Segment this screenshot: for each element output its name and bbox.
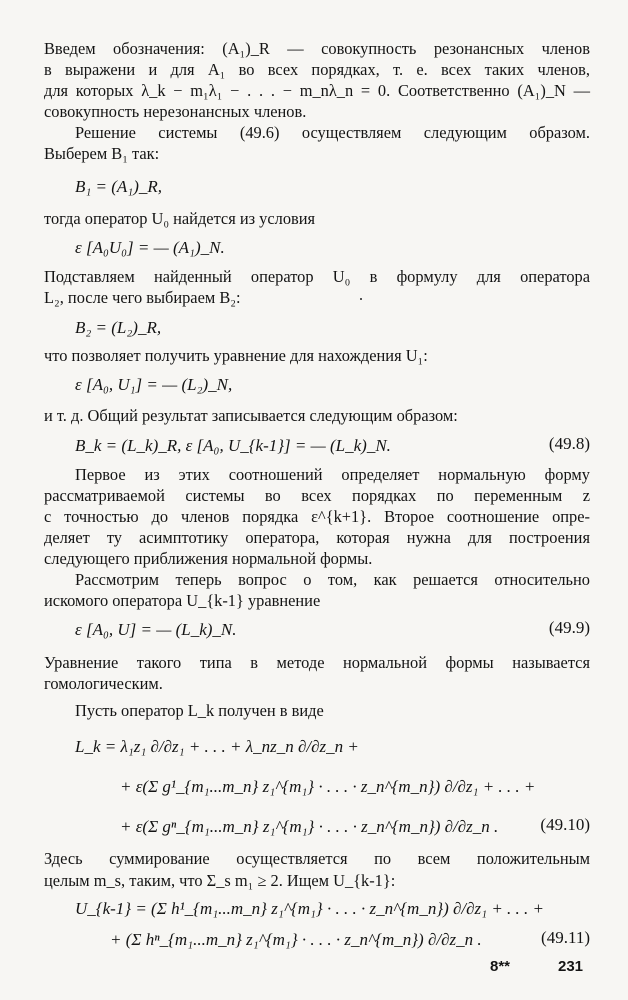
formula-bk: B_k = (L_k)_R, ε [A₀, U_{k-1}] = — (L_k)_N. [75, 436, 391, 455]
para5-line1: Рассмотрим теперь вопрос о том, как решается относительно [75, 570, 590, 589]
para4-line2: рассматриваемой системы во всех порядках по переменным z [44, 486, 590, 505]
equation-number-49-9: (49.9) [548, 618, 590, 637]
para1-line1: Введем обозначения: (A₁)_R — совокупность резонансных членов [44, 39, 590, 58]
para2-line1: Решение системы (49.6) осуществляем следующим образом. [75, 123, 590, 142]
formula-lk-row3: + ε(Σ gⁿ_{m₁...m_n} z₁^{m₁} · . . . · z_n^{m_n}) ∂/∂z_n . [120, 817, 499, 836]
text-line-lk: Пусть оператор L_k получен в виде [75, 701, 324, 720]
formula-lk-row1: L_k = λ₁z₁ ∂/∂z₁ + . . . + λ_nz_n ∂/∂z_n + [75, 737, 359, 756]
para4-line1: Первое из этих соотношений определяет нормальную форму [75, 465, 590, 484]
formula-lk-row2: + ε(Σ g¹_{m₁...m_n} z₁^{m₁} · . . . · z_n^{m_n}) ∂/∂z₁ + . . . + [120, 777, 536, 796]
para4-line3: с точностью до членов порядка ε^{k+1}. Второе соотношение опре- [44, 507, 590, 526]
para6-line2: гомологическим. [44, 674, 163, 693]
formula-uk-row2: + (Σ hⁿ_{m₁...m_n} z₁^{m₁} · . . . · z_n^{m_n}) ∂/∂z_n . [110, 930, 482, 949]
text-line-u0: тогда оператор U₀ найдется из условия [44, 209, 316, 228]
para5-line2: искомого оператора U_{k-1} уравнение [44, 591, 321, 610]
page-number: 231 [558, 958, 584, 975]
para3-line2: L₂, после чего выбираем B₂: [44, 288, 241, 307]
formula-b1: B₁ = (A₁)_R, [75, 177, 163, 196]
para7-line1: Здесь суммирование осуществляется по всем положительным [44, 849, 590, 868]
text-line-u1: что позволяет получить уравнение для нахождения U₁: [44, 346, 428, 365]
para1-line2: в выражени и для A₁ во всех порядках, т. е. всех таких членов, [44, 60, 590, 79]
para4-line4: деляет ту асимптотику оператора, которая нужна для построения [44, 528, 590, 547]
text-line-general: и т. д. Общий результат записывается следующим образом: [44, 406, 458, 425]
para7-line2: целым m_s, таким, что Σ_s m₁ ≥ 2. Ищем U_{k-1}: [44, 871, 396, 890]
formula-b2: B₂ = (L₂)_R, [75, 318, 162, 337]
formula-uk-row1: U_{k-1} = (Σ h¹_{m₁...m_n} z₁^{m₁} · . . . · z_n^{m_n}) ∂/∂z₁ + . . . + [75, 899, 545, 918]
equation-number-49-10: (49.10) [540, 815, 590, 834]
para3-line1: Подставляем найденный оператор U₀ в формулу для оператора [44, 267, 590, 286]
para4-line5: следующего приближения нормальной формы. [44, 549, 373, 568]
para1-line3: для которых λ_k − m₁λ₁ − . . . − m_nλ_n = 0. Соответственно (A₁)_N — [44, 81, 590, 100]
stray-dot [360, 298, 362, 300]
para6-line1: Уравнение такого типа в методе нормальной формы называется [44, 653, 590, 672]
formula-a0u1: ε [A₀, U₁] = — (L₂)_N, [75, 375, 233, 394]
formula-homological: ε [A₀, U] = — (L_k)_N. [75, 620, 237, 639]
equation-number-49-8: (49.8) [548, 434, 590, 453]
equation-number-49-11: (49.11) [541, 928, 590, 947]
para1-line4: совокупность нерезонансных членов. [44, 102, 307, 121]
formula-a0u0: ε [A₀U₀] = — (A₁)_N. [75, 238, 225, 257]
para2-line2: Выберем B₁ так: [44, 144, 160, 163]
signature-mark: 8** [490, 958, 511, 975]
